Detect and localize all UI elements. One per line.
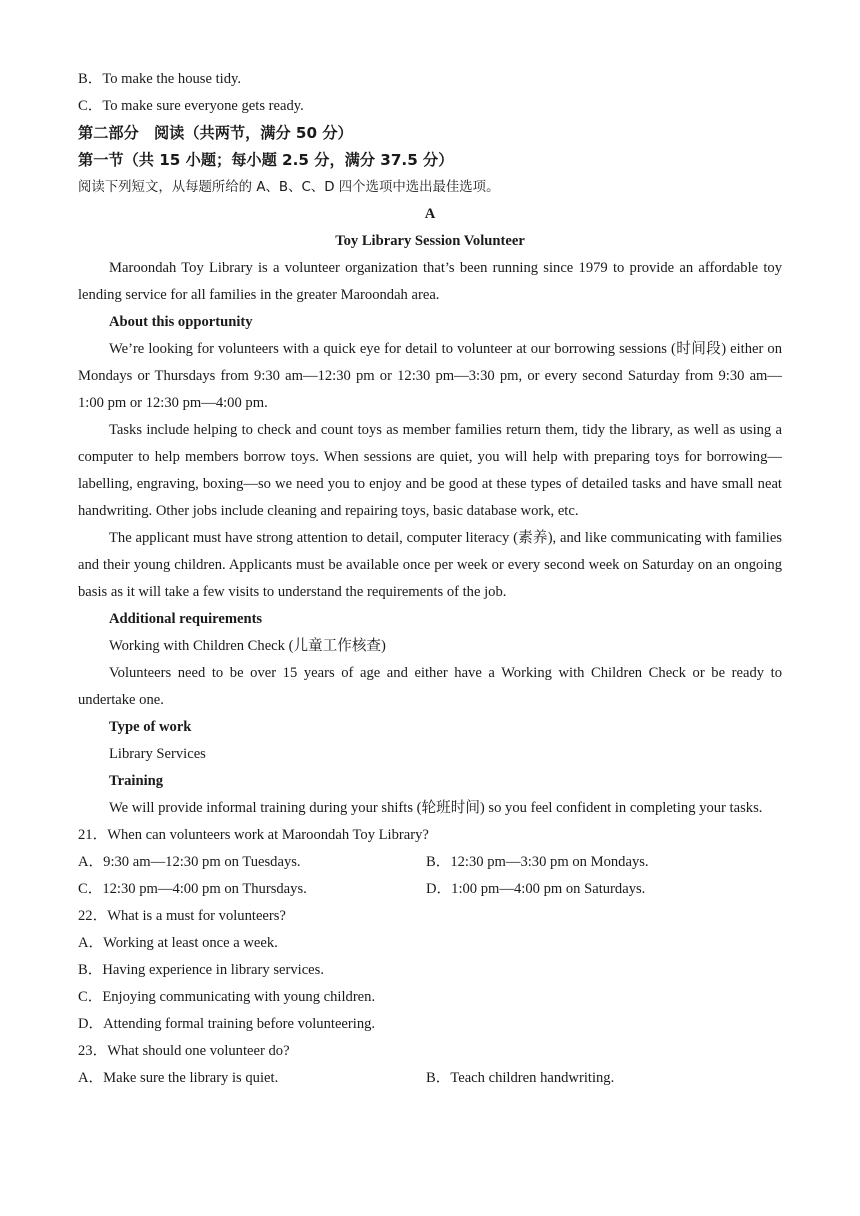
option-label: A． — [78, 935, 104, 951]
subsection-heading: 第一节（共 15 小题；每小题 2.5 分，满分 37.5 分） — [78, 151, 454, 169]
additional-item: Working with Children Check (儿童工作核查) — [109, 638, 386, 654]
option-label: D． — [78, 1016, 104, 1032]
option-label: D． — [426, 881, 452, 897]
previous-option-c: C．To make sure everyone gets ready. — [78, 98, 304, 114]
option-text: Make sure the library is quiet. — [103, 1070, 279, 1086]
section-heading: 第二部分 阅读（共两节，满分 50 分） — [78, 124, 353, 142]
question-21-option-c[interactable] — [78, 876, 426, 903]
about-heading: About this opportunity — [109, 314, 253, 330]
training-heading: Training — [109, 773, 164, 789]
training-paragraph: We will provide informal training during your shifts (轮班时间) so you feel confident in completing your tasks. — [109, 800, 763, 816]
document-page — [78, 66, 782, 1092]
option-text: 9:30 am—12:30 pm on Tuesdays. — [103, 854, 301, 870]
question-22-option-b[interactable] — [78, 957, 782, 984]
option-text: Teach children handwriting. — [450, 1070, 615, 1086]
question-21-row-1 — [78, 849, 782, 876]
option-text: 12:30 pm—3:30 pm on Mondays. — [450, 854, 649, 870]
question-23-option-a[interactable] — [78, 1065, 426, 1092]
option-label: A． — [78, 854, 104, 870]
option-text: Working at least once a week. — [103, 935, 278, 951]
option-text: Having experience in library services. — [102, 962, 324, 978]
option-label: C． — [78, 881, 103, 897]
instructions: 阅读下列短文，从每题所给的 A、B、C、D 四个选项中选出最佳选项。 — [78, 180, 500, 195]
option-label: A． — [78, 1070, 104, 1086]
question-21-option-a[interactable] — [78, 849, 426, 876]
question-23-option-b[interactable] — [426, 1065, 774, 1092]
question-21-stem: 21．When can volunteers work at Maroondah Toy Library? — [78, 827, 429, 843]
about-paragraph-3: The applicant must have strong attention to detail, computer literacy (素养), and like communicating with families and their young children. Applicants must be available once per week or every second week on Saturday on an ongoing basis as it will take a few visits to understand the requirements of the job. — [78, 530, 782, 600]
question-21-option-b[interactable] — [426, 849, 774, 876]
question-22-option-c[interactable] — [78, 984, 782, 1011]
question-23-stem: 23．What should one volunteer do? — [78, 1043, 290, 1059]
option-label: B． — [426, 1070, 451, 1086]
question-21-row-2 — [78, 876, 782, 903]
about-paragraph-2: Tasks include helping to check and count toys as member families return them, tidy the library, as well as using a computer to help members borrow toys. When sessions are quiet, you will help with preparing toys for borrowing—labelling, engraving, boxing—so we need you to enjoy and be good at these types of detailed tasks and have small neat handwriting. Other jobs include cleaning and repairing toys, basic database work, etc. — [78, 422, 782, 519]
passage-letter: A — [424, 206, 436, 222]
option-text: Attending formal training before volunteering. — [103, 1016, 376, 1032]
option-label: C． — [78, 989, 103, 1005]
type-heading: Type of work — [109, 719, 192, 735]
option-text: 1:00 pm—4:00 pm on Saturdays. — [451, 881, 646, 897]
option-text: 12:30 pm—4:00 pm on Thursdays. — [102, 881, 307, 897]
passage-intro: Maroondah Toy Library is a volunteer organization that’s been running since 1979 to provide an affordable toy lending service for all families in the greater Maroondah area. — [78, 260, 782, 303]
option-label: B． — [78, 962, 103, 978]
option-text: Enjoying communicating with young children. — [102, 989, 376, 1005]
question-22-option-a[interactable] — [78, 930, 782, 957]
question-23-row-1 — [78, 1065, 782, 1092]
question-22-option-d[interactable] — [78, 1011, 782, 1038]
passage-title: Toy Library Session Volunteer — [335, 233, 525, 249]
additional-heading: Additional requirements — [109, 611, 263, 627]
option-label: B． — [426, 854, 451, 870]
additional-paragraph: Volunteers need to be over 15 years of age and either have a Working with Children Check or be ready to undertake one. — [78, 665, 782, 708]
about-paragraph-1: We’re looking for volunteers with a quick eye for detail to volunteer at our borrowing sessions (时间段) either on Mondays or Thursdays from 9:30 am—12:30 pm or 12:30 pm—3:30 pm, or every second Saturday from 9:30 am—1:00 pm or 12:30 pm—4:00 pm. — [78, 341, 782, 411]
question-21-option-d[interactable] — [426, 876, 774, 903]
previous-option-b: B．To make the house tidy. — [78, 71, 241, 87]
type-value: Library Services — [109, 746, 206, 762]
question-22-stem: 22．What is a must for volunteers? — [78, 908, 286, 924]
